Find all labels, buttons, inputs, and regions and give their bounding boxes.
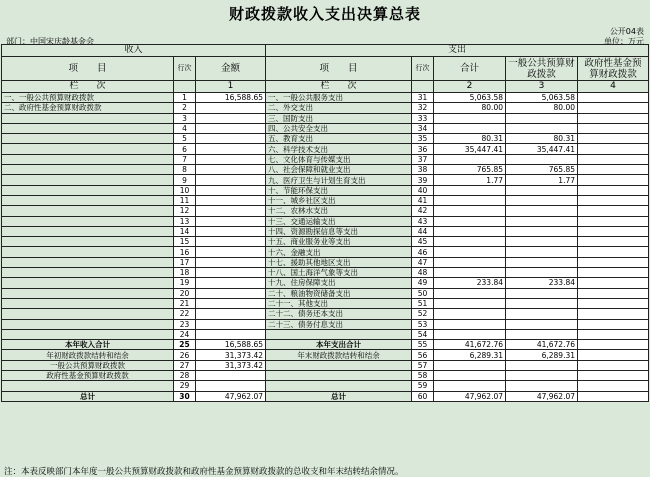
income-header: 收入 bbox=[2, 45, 266, 57]
expense-item: 二、外交支出 bbox=[266, 103, 412, 113]
table-row bbox=[2, 319, 649, 329]
general-budget-amount: 6,289.31 bbox=[506, 350, 578, 360]
expense-item: 本年支出合计 bbox=[266, 340, 412, 350]
income-amount bbox=[196, 216, 266, 226]
gov-fund-amount bbox=[578, 350, 649, 360]
expense-row-no: 36 bbox=[412, 144, 434, 154]
general-budget-amount bbox=[506, 329, 578, 339]
general-budget-amount bbox=[506, 154, 578, 164]
general-budget-header: 一般公共预算财政拨款 bbox=[506, 57, 578, 81]
page-title: 财政拨款收入支出决算总表 bbox=[228, 5, 421, 23]
income-row-no: 24 bbox=[174, 329, 196, 339]
income-row-no: 27 bbox=[174, 360, 196, 370]
gov-fund-amount bbox=[578, 175, 649, 185]
table-row bbox=[2, 206, 649, 216]
income-row-no: 2 bbox=[174, 103, 196, 113]
income-amount-header: 金额 bbox=[196, 57, 266, 81]
expense-item: 二十、粮油物资储备支出 bbox=[266, 288, 412, 298]
total-amount: 47,962.07 bbox=[434, 391, 506, 401]
income-item bbox=[2, 154, 174, 164]
income-amount bbox=[196, 226, 266, 236]
income-row-no: 25 bbox=[174, 340, 196, 350]
expense-row-no: 60 bbox=[412, 391, 434, 401]
income-row-no: 15 bbox=[174, 237, 196, 247]
general-budget-amount bbox=[506, 298, 578, 308]
expense-row-no: 44 bbox=[412, 226, 434, 236]
expense-row-no: 41 bbox=[412, 195, 434, 205]
income-item: 年初财政拨款结转和结余 bbox=[2, 350, 174, 360]
income-amount bbox=[196, 206, 266, 216]
total-amount bbox=[434, 195, 506, 205]
income-item bbox=[2, 144, 174, 154]
expense-item: 三、国防支出 bbox=[266, 113, 412, 123]
total-amount: 35,447.41 bbox=[434, 144, 506, 154]
expense-item: 九、医疗卫生与计划生育支出 bbox=[266, 175, 412, 185]
expense-item: 二十一、其他支出 bbox=[266, 298, 412, 308]
gov-fund-amount bbox=[578, 278, 649, 288]
expense-row-no: 42 bbox=[412, 206, 434, 216]
expense-item: 七、文化体育与传媒支出 bbox=[266, 154, 412, 164]
income-item: 一般公共预算财政拨款 bbox=[2, 360, 174, 370]
table-row bbox=[2, 288, 649, 298]
gov-fund-amount bbox=[578, 165, 649, 175]
expense-row-no: 40 bbox=[412, 185, 434, 195]
expense-row-no: 32 bbox=[412, 103, 434, 113]
general-budget-amount: 765.85 bbox=[506, 165, 578, 175]
general-budget-amount bbox=[506, 216, 578, 226]
general-budget-amount: 1.77 bbox=[506, 175, 578, 185]
income-item bbox=[2, 278, 174, 288]
total-amount bbox=[434, 185, 506, 195]
gov-fund-amount bbox=[578, 216, 649, 226]
income-amount: 47,962.07 bbox=[196, 391, 266, 401]
expense-item: 十六、金融支出 bbox=[266, 247, 412, 257]
general-budget-amount bbox=[506, 237, 578, 247]
income-row-no: 17 bbox=[174, 257, 196, 267]
table-row bbox=[2, 391, 649, 401]
income-item bbox=[2, 309, 174, 319]
general-budget-amount: 47,962.07 bbox=[506, 391, 578, 401]
gov-fund-amount bbox=[578, 371, 649, 381]
table-row bbox=[2, 360, 649, 370]
income-amount bbox=[196, 288, 266, 298]
total-amount: 1.77 bbox=[434, 175, 506, 185]
income-row-no: 19 bbox=[174, 278, 196, 288]
income-row-no: 11 bbox=[174, 195, 196, 205]
general-budget-amount bbox=[506, 309, 578, 319]
total-amount bbox=[434, 329, 506, 339]
income-amount bbox=[196, 144, 266, 154]
gov-fund-header: 政府性基金预算财政拨款 bbox=[578, 57, 649, 81]
income-item bbox=[2, 134, 174, 144]
income-amount bbox=[196, 268, 266, 278]
general-budget-amount bbox=[506, 195, 578, 205]
table-row bbox=[2, 154, 649, 164]
income-amount bbox=[196, 195, 266, 205]
total-amount bbox=[434, 371, 506, 381]
expense-row-no: 50 bbox=[412, 288, 434, 298]
general-budget-amount bbox=[506, 123, 578, 133]
total-amount bbox=[434, 247, 506, 257]
income-item bbox=[2, 185, 174, 195]
income-row-no: 10 bbox=[174, 185, 196, 195]
table-row bbox=[2, 134, 649, 144]
table-row bbox=[2, 381, 649, 391]
total-amount: 80.00 bbox=[434, 103, 506, 113]
expense-item: 二十三、债务付息支出 bbox=[266, 319, 412, 329]
gov-fund-amount bbox=[578, 226, 649, 236]
income-item bbox=[2, 288, 174, 298]
expense-item: 十四、资源勘探信息等支出 bbox=[266, 226, 412, 236]
income-amount bbox=[196, 154, 266, 164]
income-amount bbox=[196, 371, 266, 381]
income-amount bbox=[196, 278, 266, 288]
table-row bbox=[2, 278, 649, 288]
expense-row-no: 53 bbox=[412, 319, 434, 329]
income-item bbox=[2, 257, 174, 267]
income-amount bbox=[196, 319, 266, 329]
expense-row-no: 48 bbox=[412, 268, 434, 278]
gov-fund-amount bbox=[578, 134, 649, 144]
gov-fund-amount bbox=[578, 154, 649, 164]
income-row-no: 30 bbox=[174, 391, 196, 401]
income-row-no: 5 bbox=[174, 134, 196, 144]
table-row bbox=[2, 226, 649, 236]
col-index-4: 4 bbox=[578, 81, 649, 93]
expense-item: 十七、援助其他地区支出 bbox=[266, 257, 412, 267]
expense-item: 八、社会保障和就业支出 bbox=[266, 165, 412, 175]
table-row bbox=[2, 257, 649, 267]
expense-row-no: 34 bbox=[412, 123, 434, 133]
total-amount bbox=[434, 288, 506, 298]
income-row-no: 26 bbox=[174, 350, 196, 360]
expense-row-no: 31 bbox=[412, 93, 434, 103]
expense-item: 年末财政拨款结转和结余 bbox=[266, 350, 412, 360]
table-row bbox=[2, 268, 649, 278]
general-budget-amount bbox=[506, 319, 578, 329]
table-row bbox=[2, 103, 649, 113]
income-item bbox=[2, 113, 174, 123]
expense-row-no: 45 bbox=[412, 237, 434, 247]
income-amount: 31,373.42 bbox=[196, 360, 266, 370]
col-index-1: 1 bbox=[196, 81, 266, 93]
income-item bbox=[2, 216, 174, 226]
table-row bbox=[2, 237, 649, 247]
expense-row-no: 33 bbox=[412, 113, 434, 123]
general-budget-amount bbox=[506, 247, 578, 257]
expense-item-header: 项 目 bbox=[266, 57, 412, 81]
income-item bbox=[2, 247, 174, 257]
gov-fund-amount bbox=[578, 391, 649, 401]
table-row bbox=[2, 329, 649, 339]
expense-row-no: 46 bbox=[412, 247, 434, 257]
expense-item: 十九、住房保障支出 bbox=[266, 278, 412, 288]
income-amount bbox=[196, 185, 266, 195]
expense-row-no: 37 bbox=[412, 154, 434, 164]
total-amount bbox=[434, 257, 506, 267]
table-row bbox=[2, 309, 649, 319]
general-budget-amount bbox=[506, 113, 578, 123]
general-budget-amount bbox=[506, 257, 578, 267]
expense-header: 支出 bbox=[266, 45, 649, 57]
general-budget-amount bbox=[506, 381, 578, 391]
expense-item bbox=[266, 329, 412, 339]
gov-fund-amount bbox=[578, 237, 649, 247]
income-amount bbox=[196, 257, 266, 267]
income-item bbox=[2, 195, 174, 205]
income-row-no: 20 bbox=[174, 288, 196, 298]
general-budget-amount bbox=[506, 371, 578, 381]
general-budget-amount: 5,063.58 bbox=[506, 93, 578, 103]
unit-label: 单位：万元 bbox=[604, 37, 644, 46]
total-amount bbox=[434, 113, 506, 123]
expense-row-no: 35 bbox=[412, 134, 434, 144]
income-amount bbox=[196, 103, 266, 113]
expense-row-no: 55 bbox=[412, 340, 434, 350]
table-row bbox=[2, 298, 649, 308]
expense-row-no: 52 bbox=[412, 309, 434, 319]
expense-row-no: 49 bbox=[412, 278, 434, 288]
income-amount bbox=[196, 123, 266, 133]
total-header: 合计 bbox=[434, 57, 506, 81]
total-amount bbox=[434, 268, 506, 278]
gov-fund-amount bbox=[578, 206, 649, 216]
general-budget-amount bbox=[506, 268, 578, 278]
table-row bbox=[2, 195, 649, 205]
gov-fund-amount bbox=[578, 185, 649, 195]
income-item: 二、政府性基金预算财政拨款 bbox=[2, 103, 174, 113]
gov-fund-amount bbox=[578, 93, 649, 103]
general-budget-amount bbox=[506, 360, 578, 370]
expense-row-no-header: 行次 bbox=[412, 57, 434, 81]
income-row-no: 8 bbox=[174, 165, 196, 175]
income-item bbox=[2, 165, 174, 175]
general-budget-amount: 80.31 bbox=[506, 134, 578, 144]
income-row-no-header: 行次 bbox=[174, 57, 196, 81]
gov-fund-amount bbox=[578, 309, 649, 319]
income-amount bbox=[196, 237, 266, 247]
income-item bbox=[2, 237, 174, 247]
income-amount: 16,588.65 bbox=[196, 340, 266, 350]
income-item bbox=[2, 123, 174, 133]
total-amount bbox=[434, 237, 506, 247]
expense-row-no: 59 bbox=[412, 381, 434, 391]
income-amount bbox=[196, 381, 266, 391]
income-item bbox=[2, 319, 174, 329]
general-budget-amount bbox=[506, 226, 578, 236]
expense-item: 十三、交通运输支出 bbox=[266, 216, 412, 226]
total-amount: 765.85 bbox=[434, 165, 506, 175]
expense-item: 一、一般公共服务支出 bbox=[266, 93, 412, 103]
income-item: 总计 bbox=[2, 391, 174, 401]
general-budget-amount: 41,672.76 bbox=[506, 340, 578, 350]
total-amount bbox=[434, 206, 506, 216]
gov-fund-amount bbox=[578, 360, 649, 370]
income-row-no: 28 bbox=[174, 371, 196, 381]
income-item bbox=[2, 381, 174, 391]
expense-item: 六、科学技术支出 bbox=[266, 144, 412, 154]
expense-item: 四、公共安全支出 bbox=[266, 123, 412, 133]
total-amount bbox=[434, 360, 506, 370]
expense-item: 二十二、债务还本支出 bbox=[266, 309, 412, 319]
department-label: 部门：中国宋庆龄基金会 bbox=[6, 37, 94, 46]
income-amount bbox=[196, 165, 266, 175]
income-row-no: 13 bbox=[174, 216, 196, 226]
table-row bbox=[2, 371, 649, 381]
income-row-no: 16 bbox=[174, 247, 196, 257]
total-amount bbox=[434, 319, 506, 329]
expense-row-no: 51 bbox=[412, 298, 434, 308]
income-column-label: 栏 次 bbox=[2, 81, 174, 93]
total-amount bbox=[434, 226, 506, 236]
income-item bbox=[2, 298, 174, 308]
income-row-no: 7 bbox=[174, 154, 196, 164]
general-budget-amount bbox=[506, 206, 578, 216]
table-row bbox=[2, 247, 649, 257]
income-row-no: 12 bbox=[174, 206, 196, 216]
income-item bbox=[2, 206, 174, 216]
total-amount bbox=[434, 154, 506, 164]
expense-row-no: 58 bbox=[412, 371, 434, 381]
gov-fund-amount bbox=[578, 195, 649, 205]
income-amount bbox=[196, 298, 266, 308]
total-amount: 6,289.31 bbox=[434, 350, 506, 360]
table-row bbox=[2, 185, 649, 195]
income-row-no: 9 bbox=[174, 175, 196, 185]
form-code: 公开04表 bbox=[609, 27, 644, 36]
total-amount bbox=[434, 381, 506, 391]
income-amount bbox=[196, 113, 266, 123]
total-amount bbox=[434, 216, 506, 226]
income-row-no: 29 bbox=[174, 381, 196, 391]
expense-row-no: 57 bbox=[412, 360, 434, 370]
expense-item bbox=[266, 381, 412, 391]
total-amount bbox=[434, 298, 506, 308]
expense-item: 总计 bbox=[266, 391, 412, 401]
expense-item: 十二、农林水支出 bbox=[266, 206, 412, 216]
table-row bbox=[2, 123, 649, 133]
table-row bbox=[2, 93, 649, 103]
income-amount bbox=[196, 247, 266, 257]
income-item bbox=[2, 226, 174, 236]
table-row bbox=[2, 113, 649, 123]
gov-fund-amount bbox=[578, 381, 649, 391]
total-amount: 41,672.76 bbox=[434, 340, 506, 350]
income-row-no: 18 bbox=[174, 268, 196, 278]
total-amount bbox=[434, 123, 506, 133]
gov-fund-amount bbox=[578, 288, 649, 298]
gov-fund-amount bbox=[578, 103, 649, 113]
gov-fund-amount bbox=[578, 113, 649, 123]
total-amount: 80.31 bbox=[434, 134, 506, 144]
table-row bbox=[2, 175, 649, 185]
footnote: 注：本表反映部门本年度一般公共预算财政拨款和政府性基金预算财政拨款的总收支和年末结转结余情况。 bbox=[4, 467, 404, 477]
expense-row-no: 38 bbox=[412, 165, 434, 175]
income-row-no: 22 bbox=[174, 309, 196, 319]
income-item: 一、一般公共预算财政拨款 bbox=[2, 93, 174, 103]
gov-fund-amount bbox=[578, 257, 649, 267]
col-index-3: 3 bbox=[506, 81, 578, 93]
general-budget-amount bbox=[506, 185, 578, 195]
income-item: 本年收入合计 bbox=[2, 340, 174, 350]
income-row-no: 4 bbox=[174, 123, 196, 133]
gov-fund-amount bbox=[578, 123, 649, 133]
gov-fund-amount bbox=[578, 268, 649, 278]
gov-fund-amount bbox=[578, 144, 649, 154]
expense-row-no: 47 bbox=[412, 257, 434, 267]
income-item bbox=[2, 175, 174, 185]
expense-row-no: 39 bbox=[412, 175, 434, 185]
income-amount: 16,588.65 bbox=[196, 93, 266, 103]
gov-fund-amount bbox=[578, 247, 649, 257]
expense-item: 十、节能环保支出 bbox=[266, 185, 412, 195]
expense-item bbox=[266, 360, 412, 370]
col-index-2: 2 bbox=[434, 81, 506, 93]
expense-row-no: 54 bbox=[412, 329, 434, 339]
income-item bbox=[2, 329, 174, 339]
income-amount bbox=[196, 309, 266, 319]
expense-row-no: 43 bbox=[412, 216, 434, 226]
expense-item: 十一、城乡社区支出 bbox=[266, 195, 412, 205]
income-item-header: 项 目 bbox=[2, 57, 174, 81]
income-row-no: 6 bbox=[174, 144, 196, 154]
total-amount bbox=[434, 309, 506, 319]
income-amount: 31,373.42 bbox=[196, 350, 266, 360]
table-row bbox=[2, 340, 649, 350]
expense-item: 十八、国土海洋气象等支出 bbox=[266, 268, 412, 278]
table-row bbox=[2, 165, 649, 175]
table-row bbox=[2, 216, 649, 226]
gov-fund-amount bbox=[578, 319, 649, 329]
income-item: 政府性基金预算财政拨款 bbox=[2, 371, 174, 381]
income-row-no: 23 bbox=[174, 319, 196, 329]
general-budget-amount bbox=[506, 288, 578, 298]
general-budget-amount: 35,447.41 bbox=[506, 144, 578, 154]
expense-column-label: 栏 次 bbox=[266, 81, 412, 93]
income-row-no: 21 bbox=[174, 298, 196, 308]
total-amount: 233.84 bbox=[434, 278, 506, 288]
gov-fund-amount bbox=[578, 340, 649, 350]
income-amount bbox=[196, 134, 266, 144]
table-row bbox=[2, 350, 649, 360]
total-amount: 5,063.58 bbox=[434, 93, 506, 103]
general-budget-amount: 80.00 bbox=[506, 103, 578, 113]
expense-item bbox=[266, 371, 412, 381]
expense-row-no: 56 bbox=[412, 350, 434, 360]
income-row-no: 1 bbox=[174, 93, 196, 103]
expense-item: 五、教育支出 bbox=[266, 134, 412, 144]
income-item bbox=[2, 268, 174, 278]
budget-table bbox=[1, 44, 649, 402]
general-budget-amount: 233.84 bbox=[506, 278, 578, 288]
gov-fund-amount bbox=[578, 298, 649, 308]
gov-fund-amount bbox=[578, 329, 649, 339]
expense-item: 十五、商业服务业等支出 bbox=[266, 237, 412, 247]
income-amount bbox=[196, 329, 266, 339]
table-row bbox=[2, 144, 649, 154]
income-row-no: 14 bbox=[174, 226, 196, 236]
income-row-no: 3 bbox=[174, 113, 196, 123]
income-amount bbox=[196, 175, 266, 185]
